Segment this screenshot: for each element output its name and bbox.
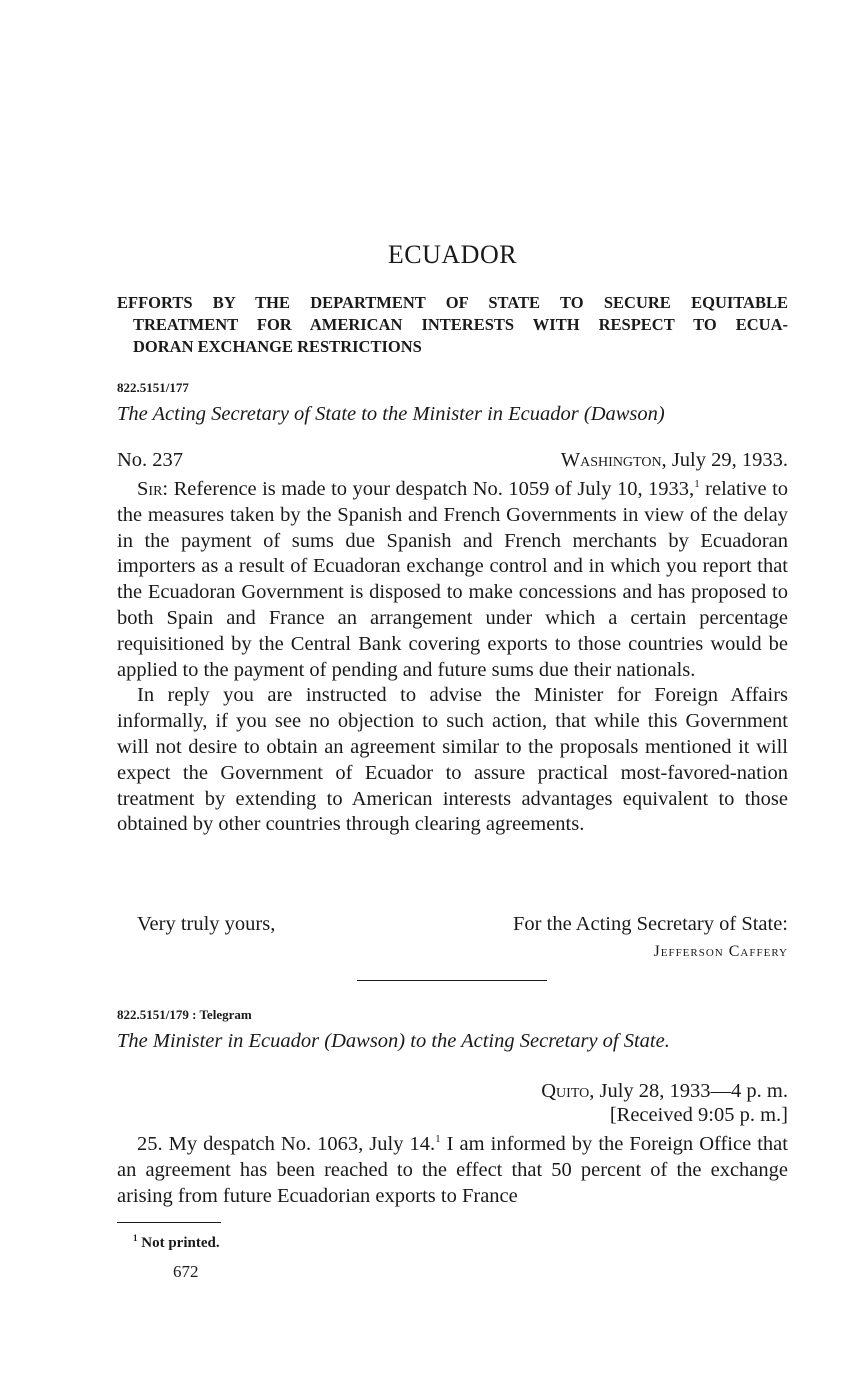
- received-line: [Received 9:05 p. m.]: [609, 1104, 788, 1126]
- section-heading: [117, 292, 788, 358]
- telegram-text-rest: I am informed by the Foreign Office that an agreement has been reached to the effect that 50 percent of the exchange arising from future Ecuadorian exports to France: [117, 1133, 788, 1207]
- paragraph-1-rest: relative to the measures taken by the Spanish and French Governments in view of the delay in the payment of sums due Spanish and French merchants by Ecuadoran importers as a result of Ecuadoran exchange control and in which you report that the Ecuadoran Government is disposed to make concessions and has proposed to both Spain and France an arrangement under which a certain percentage requisitioned by the Central Bank covering exports to those countries would be applied to the payment of pending and future sums due their nationals.: [117, 478, 789, 681]
- signer-name: Jefferson Caffery: [653, 943, 788, 960]
- footnote-number: 1: [133, 1233, 138, 1243]
- place-date-1: [561, 449, 788, 472]
- section-heading-line-1: EFFORTS BY THE DEPARTMENT OF STATE TO SECURE EQUITABLE: [117, 293, 788, 312]
- date-2: July 28, 1933—4 p. m.: [594, 1080, 788, 1102]
- letter-body-1: [117, 477, 788, 838]
- document-number: No. 237: [117, 449, 184, 471]
- file-reference-1: 822.5151/177: [117, 380, 189, 395]
- date-1: July 29, 1933.: [666, 449, 788, 471]
- footnote-marker: 1: [694, 478, 700, 491]
- page-number: 672: [173, 1262, 199, 1281]
- signer-title: For the Acting Secretary of State:: [513, 913, 788, 935]
- section-heading-line-3: DORAN EXCHANGE RESTRICTIONS: [133, 337, 422, 356]
- file-reference-2: 822.5151/179 : Telegram: [117, 1007, 252, 1022]
- salutation: Sir:: [137, 478, 169, 500]
- footnote-text: Not printed.: [137, 1235, 220, 1251]
- document-title-2: The Minister in Ecuador (Dawson) to the Acting Secretary of State.: [117, 1030, 670, 1052]
- document-title-1: The Acting Secretary of State to the Minister in Ecuador (Dawson): [117, 403, 665, 425]
- paragraph-2: In reply you are instructed to advise the Minister for Foreign Affairs informally, if you see no objection to such action, that while this Government will not desire to obtain an agreement similar to the proposals mentioned it will expect the Government of Ecuador to assure practical most-favored-nation treatment by extending to American interests advantages equivalent to those obtained by other countries through clearing agreements.: [117, 684, 788, 836]
- footnote-marker-2: 1: [435, 1133, 441, 1146]
- telegram-text: 25. My despatch No. 1063, July 14.: [137, 1133, 436, 1155]
- place-date-2: [541, 1080, 788, 1103]
- place-1: Washington,: [560, 449, 667, 471]
- section-heading-line-2: TREATMENT FOR AMERICAN INTERESTS WITH RESPECT TO ECUA-: [133, 315, 788, 334]
- telegram-paragraph: [117, 1132, 788, 1209]
- closing: Very truly yours,: [137, 913, 276, 935]
- section-divider: [357, 980, 547, 981]
- paragraph-1: [117, 477, 788, 683]
- paragraph-1-text: Reference is made to your despatch No. 1059 of July 10, 1933,: [168, 478, 695, 500]
- telegram-body: [117, 1132, 788, 1209]
- country-heading: ECUADOR: [387, 240, 518, 269]
- footnote: [133, 1233, 220, 1252]
- footnote-rule: [117, 1222, 221, 1223]
- place-2: Quito,: [541, 1080, 595, 1102]
